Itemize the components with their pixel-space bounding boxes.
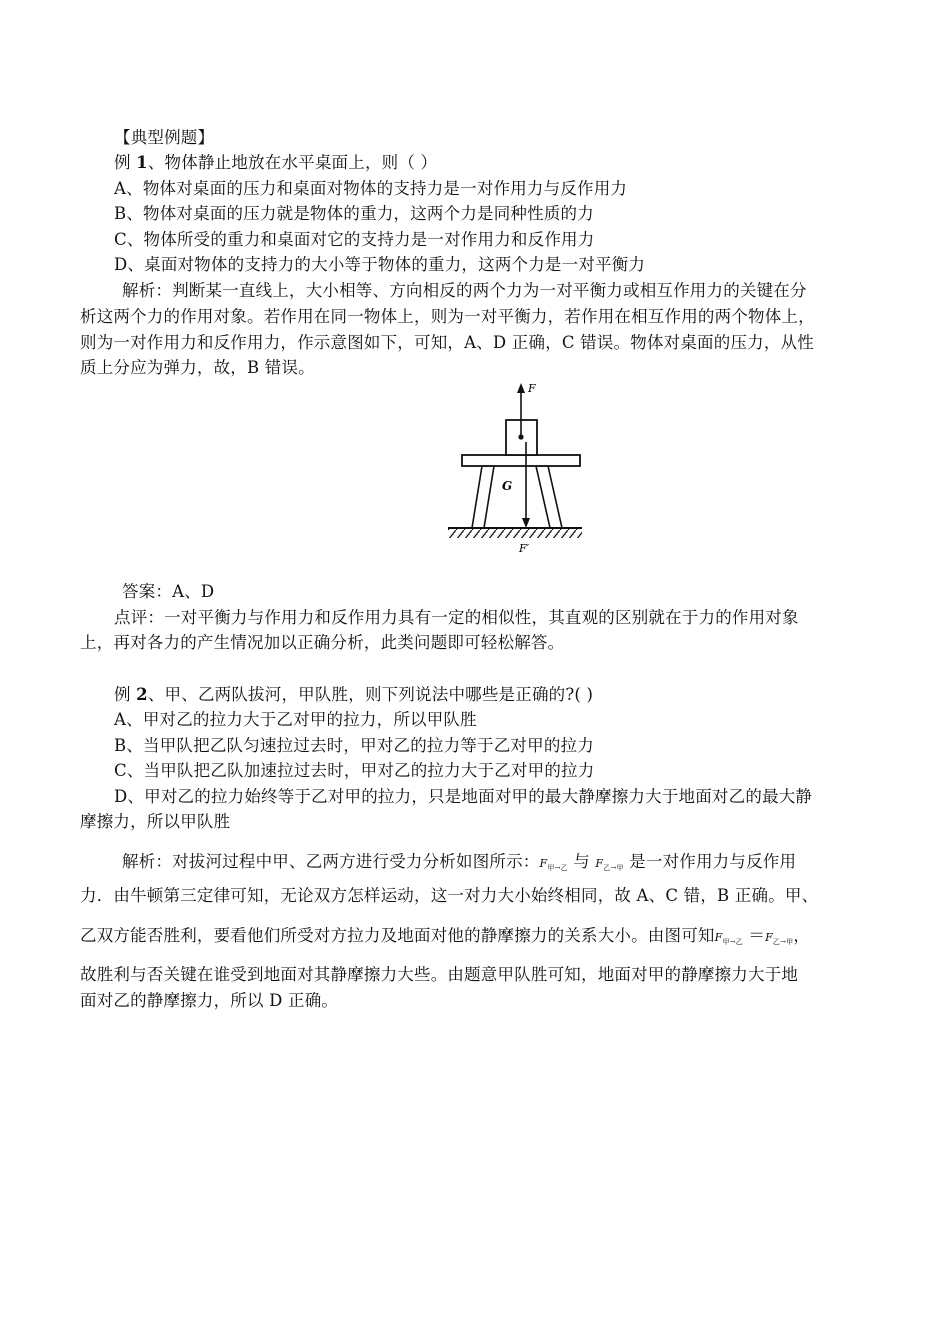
example-2-analysis-line-3: 乙双方能否胜利，要看他们所受对方拉力及地面对他的静摩擦力的关系大小。由图可知$F_{甲\to 乙} =F_{乙\to 甲}$， — [80, 926, 811, 947]
example-1-analysis-line: 解析：判断某一直线上，大小相等、方向相反的两个力为一对平衡力或相互作用力的关键在分 — [122, 281, 807, 300]
label-g: G — [502, 479, 513, 493]
force-f-arrowhead — [517, 383, 525, 393]
example-1-analysis-line: 析这两个力的作用对象。若作用在同一物体上，则为一对平衡力，若作用在相互作用的两个物体上， — [80, 307, 815, 326]
example-1-analysis-line: 则为一对作用力和反作用力，作示意图如下，可知，A、D 正确，C 错误。物体对桌面的压力，从性 — [80, 333, 814, 352]
section-title: 【典型例题】 — [114, 128, 215, 147]
formula-f-yi-jia: $F_{乙\to 甲}$ — [595, 857, 624, 873]
example-2-analysis-line-5: 面对乙的静摩擦力，所以 D 正确。 — [80, 991, 339, 1010]
formula-f-yi-jia: $F_{乙\to 甲}$ — [765, 931, 794, 947]
example-1-stem: 例 1、物体静止地放在水平桌面上，则（ ） — [114, 153, 438, 172]
example-1-option-a: A、物体对桌面的压力和桌面对物体的支持力是一对作用力与反作用力 — [114, 179, 628, 198]
example-1-option-b: B、物体对桌面的压力就是物体的重力，这两个力是同种性质的力 — [114, 204, 594, 223]
table-leg-right — [536, 466, 562, 528]
example-1-analysis-line: 质上分应为弹力，故，B 错误。 — [80, 358, 315, 377]
example-2-analysis-line-2: 力．由牛顿第三定律可知，无论双方怎样运动，这一对力大小始终相同，故 A、C 错，B 正确。甲、 — [80, 886, 819, 905]
ground-hatch — [448, 528, 582, 538]
formula-f-jia-yi: $F_{甲\to 乙}$ — [539, 857, 568, 873]
example-2-option-d-cont: 摩擦力，所以甲队胜 — [80, 812, 231, 831]
example-1-option-c: C、物体所受的重力和桌面对它的支持力是一对作用力和反作用力 — [114, 230, 595, 249]
example-2-stem: 例 2、甲、乙两队拔河，甲队胜，则下列说法中哪些是正确的?( ) — [114, 685, 594, 704]
example-1-option-d: D、桌面对物体的支持力的大小等于物体的重力，这两个力是一对平衡力 — [114, 255, 646, 274]
force-diagram — [440, 380, 590, 560]
example-2-option-c: C、当甲队把乙队加速拉过去时，甲对乙的拉力大于乙对甲的拉力 — [114, 761, 595, 780]
example-1-comment-line: 点评：一对平衡力与作用力和反作用力具有一定的相似性，其直观的区别就在于力的作用对象 — [114, 608, 799, 627]
example-2-option-b: B、当甲队把乙队匀速拉过去时，甲对乙的拉力等于乙对甲的拉力 — [114, 736, 594, 755]
example-2-analysis-line-4: 故胜利与否关键在谁受到地面对其静摩擦力大些。由题意甲队胜可知，地面对甲的静摩擦力大于地 — [80, 965, 799, 984]
label-f-prime: F′ — [519, 542, 530, 555]
label-f: F — [528, 382, 536, 395]
table-top — [462, 455, 580, 466]
example-2-option-a: A、甲对乙的拉力大于乙对甲的拉力，所以甲队胜 — [114, 710, 477, 729]
example-1-answer: 答案：A、D — [122, 582, 215, 601]
formula-f-jia-yi: $F_{甲\to 乙}$ — [714, 931, 743, 947]
table-leg-left — [472, 466, 494, 528]
force-g-arrowhead — [522, 518, 530, 528]
example-1-comment-line: 上，再对各力的产生情况加以正确分析，此类问题即可轻松解答。 — [80, 633, 565, 652]
example-2-option-d: D、甲对乙的拉力始终等于乙对甲的拉力，只是地面对甲的最大静摩擦力大于地面对乙的最大静 — [114, 787, 813, 806]
example-2-analysis-line-1: 解析：对拔河过程中甲、乙两方进行受力分析如图所示：$F_{甲\to 乙}$ 与 $F_{乙\to 甲}$ 是一对作用力与反作用 — [122, 852, 797, 873]
